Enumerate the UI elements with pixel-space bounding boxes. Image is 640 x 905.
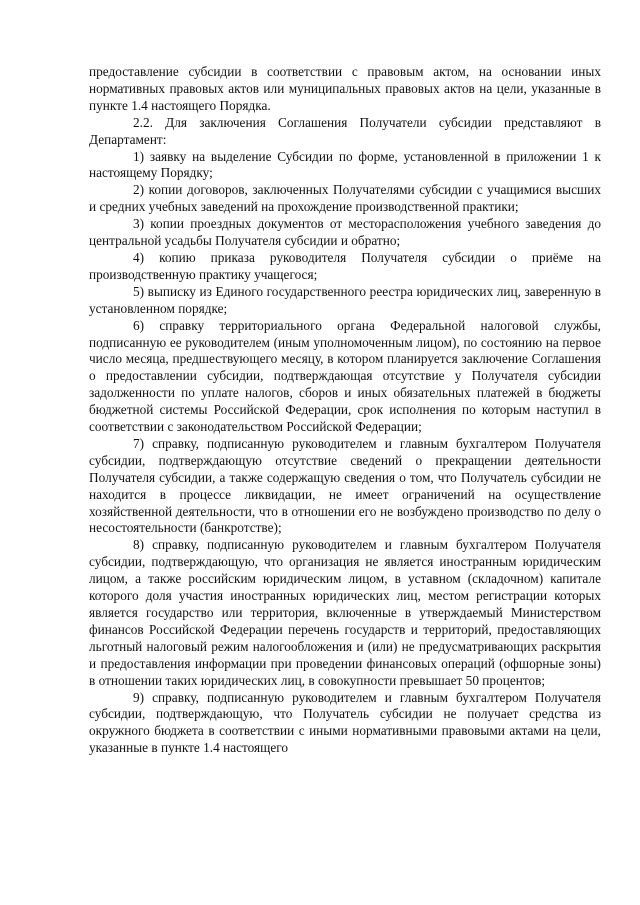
list-item-2: 2) копии договоров, заключенных Получателями субсидии с учащимися высших и средних учебных заведений на прохождение производственной практики; — [89, 182, 601, 215]
list-item-7: 7) справку, подписанную руководителем и главным бухгалтером Получателя субсидии, подтверждающую отсутствие сведений о прекращении деятельности Получателя субсидии, а также содержащую сведения о том, что Получатель субсидии не находится в процессе ликвидации, не имеет ограничений на осуществление хозяйственной деятельности, что в отношении его не возбуждено производство по делу о несостоятельности (банкротстве); — [89, 435, 601, 536]
list-item-3: 3) копии проездных документов от месторасположения учебного заведения до центральной усадьбы Получателя субсидии и обратно; — [89, 216, 601, 249]
paragraph-continuation: предоставление субсидии в соответствии с правовым актом, на основании иных нормативных правовых актов или муниципальных правовых актов на цели, указанные в пункте 1.4 настоящего Порядка. — [89, 64, 601, 113]
document-page — [89, 64, 601, 757]
list-item-8: 8) справку, подписанную руководителем и главным бухгалтером Получателя субсидии, подтверждающую, что организация не является иностранным юридическим лицом, а также российским юридическим лицом, в уставном (складочном) капитале которого доля участия иностранных юридических лиц, местом регистрации которых является государство или территория, включенные в утверждаемый Министерством финансов Российской Федерации перечень государств и территорий, предоставляющих льготный налоговый режим налогообложения и (или) не предусматривающих раскрытия и предоставления информации при проведении финансовых операций (офшорные зоны) в отношении таких юридических лиц, в совокупности превышает 50 процентов; — [89, 537, 601, 688]
list-item-9: 9) справку, подписанную руководителем и главным бухгалтером Получателя субсидии, подтверждающую, что Получатель субсидии не получает средства из окружного бюджета в соответствии с иными нормативными правовыми актами на цели, указанные в пункте 1.4 настоящего — [89, 689, 601, 756]
list-item-4: 4) копию приказа руководителя Получателя субсидии о приёме на производственную практику учащегося; — [89, 249, 601, 282]
list-item-1: 1) заявку на выделение Субсидии по форме, установленной в приложении 1 к настоящему Порядку; — [89, 148, 601, 181]
list-item-5: 5) выписку из Единого государственного реестра юридических лиц, заверенную в установленном порядке; — [89, 283, 601, 316]
list-item-6: 6) справку территориального органа Федеральной налоговой службы, подписанную ее руководителем (иным уполномоченным лицом), по состоянию на первое число месяца, предшествующего месяцу, в котором планируется заключение Соглашения о предоставлении субсидии, подтверждающая отсутствие у Получателя субсидии задолженности по уплате налогов, сборов и иных обязательных платежей в бюджеты бюджетной системы Российской Федерации, срок исполнения по которым наступил в соответствии с законодательством Российской Федерации; — [89, 317, 601, 435]
paragraph-section-2-2: 2.2. Для заключения Соглашения Получатели субсидии представляют в Департамент: — [89, 114, 601, 147]
